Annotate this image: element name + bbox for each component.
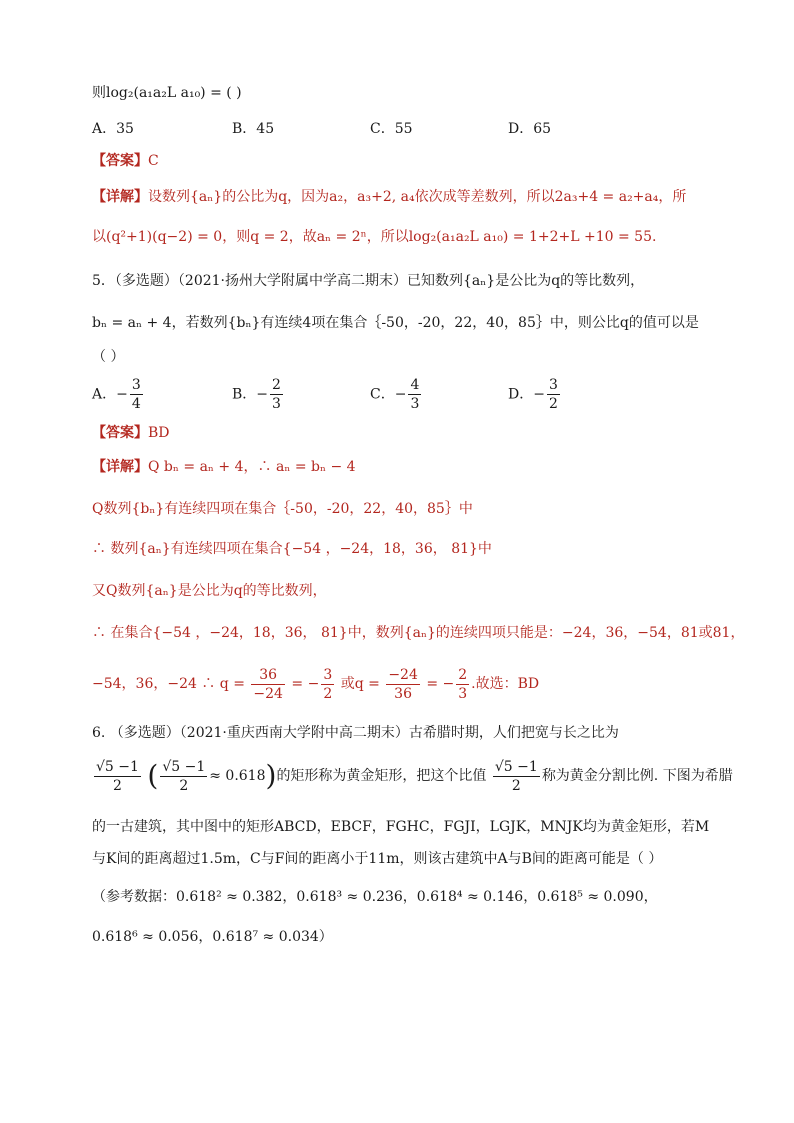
q5-detail-line-1 — [92, 456, 724, 478]
q5-detail-line-2: Q数列{bₙ}有连续四项在集合｛-50，-20，22，40，85｝中 — [92, 501, 473, 517]
numerator: 3 — [548, 377, 558, 393]
q5-detail-line-6 — [92, 664, 724, 704]
denominator: 2 — [179, 777, 189, 794]
text-segment: = − — [291, 676, 320, 692]
q5-detail-line-4: 又Q数列{aₙ}是公比为q的等比数列， — [92, 583, 327, 599]
option-prefix: C．− — [370, 386, 407, 403]
denominator: 2 — [113, 777, 122, 794]
q5-option-b — [232, 376, 285, 413]
detail-tag: 【详解】 — [92, 189, 148, 205]
denominator: 2 — [511, 777, 521, 794]
numerator: 3 — [323, 666, 333, 683]
q5-answer — [92, 422, 724, 444]
fraction — [493, 758, 540, 795]
q6-stem-line-1: 6. （多选题）（2021·重庆西南大学附中高二期末）古希腊时期，人们把宽与长之比为 — [92, 725, 619, 741]
detail-text: Q bₙ = aₙ + 4，∴ aₙ = bₙ − 4 — [148, 459, 356, 475]
detail-text: 设数列{aₙ}的公比为q，因为a₂，a₃+2, a₄依次成等差数列，所以2a₃+4 = a₂+a₄，所 — [148, 189, 687, 205]
q4-detail-line-1 — [92, 186, 724, 208]
q5-stem-line-3: （ ） — [92, 349, 125, 365]
q4-option-a: A．35 — [92, 121, 134, 137]
text-segment: 称为黄金分割比例. 下图为希腊 — [541, 768, 733, 784]
fraction — [130, 376, 143, 413]
fraction — [456, 666, 469, 703]
denominator: −24 — [253, 685, 283, 702]
denominator: 2 — [548, 396, 558, 412]
denominator: 3 — [458, 685, 468, 702]
fraction — [547, 376, 560, 413]
numerator: √5 −1 — [96, 758, 139, 775]
fraction — [386, 666, 420, 703]
q4-option-b: B．45 — [232, 121, 275, 137]
fraction — [408, 376, 421, 413]
q5-stem-line-2: bₙ = aₙ + 4，若数列{bₙ}有连续4项在集合｛-50，-20，22，40，85｝中，则公比q的值可以是 — [92, 315, 699, 331]
q5-options — [92, 376, 732, 420]
fraction — [94, 758, 141, 795]
q4-option-c: C．55 — [370, 121, 413, 137]
q5-detail-line-5: ∴ 在集合{−54 ，−24，18，36， 81}中，数列{aₙ}的连续四项只能是：−24，36，−54，81或81， — [92, 625, 745, 641]
denominator: 36 — [394, 685, 412, 702]
answer-value: BD — [148, 425, 170, 441]
numerator: √5 −1 — [162, 758, 206, 775]
numerator: 2 — [272, 377, 281, 393]
q4-detail-line-2: 以(q²+1)(q−2) = 0，则q = 2，故aₙ = 2ⁿ，所以log₂(a₁a₂L a₁₀) = 1+2+L +10 = 55. — [92, 229, 657, 245]
q4-answer — [92, 150, 724, 172]
q4-option-d: D．65 — [508, 121, 552, 137]
fraction — [321, 666, 334, 703]
q5-detail-line-3: ∴ 数列{aₙ}有连续四项在集合{−54 ，−24，18，36， 81}中 — [92, 541, 492, 557]
q6-stem-line-4: 与K间的距离超过1.5m，C与F间的距离小于11m，则该古建筑中A与B间的距离可能是（ ） — [92, 851, 663, 867]
q4-stem: 则log₂(a₁a₂L a₁₀) = ( ) — [92, 85, 242, 101]
text-segment: 或q = — [340, 676, 380, 692]
denominator: 4 — [131, 396, 141, 412]
numerator: −24 — [388, 666, 418, 683]
numerator: 3 — [131, 377, 141, 393]
numerator: 2 — [458, 666, 468, 683]
q5-option-d — [508, 376, 562, 413]
option-prefix: A．− — [92, 386, 128, 403]
q6-reference-line-2: 0.618⁶ ≈ 0.056，0.618⁷ ≈ 0.034） — [92, 929, 333, 945]
q5-stem-line-1: 5．（多选题）（2021·扬州大学附属中学高二期末）已知数列{aₙ}是公比为q的等比数列， — [92, 273, 645, 289]
q6-reference-line-1: （参考数据：0.618² ≈ 0.382，0.618³ ≈ 0.236，0.618⁴ ≈ 0.146，0.618⁵ ≈ 0.090， — [92, 889, 658, 905]
option-prefix: D．− — [508, 386, 545, 403]
text-segment: 的矩形称为黄金矩形，把这个比值 — [276, 768, 487, 784]
q5-option-a — [92, 376, 145, 413]
q6-stem-line-2 — [92, 754, 733, 798]
answer-value: C — [148, 153, 159, 169]
q6-stem-line-3: 的一古建筑，其中图中的矩形ABCD，EBCF，FGHC，FGJI，LGJK，MNJK均为黄金矩形，若M — [92, 819, 710, 835]
text-segment: .故选：BD — [471, 676, 540, 692]
denominator: 3 — [272, 396, 281, 412]
fraction — [160, 758, 207, 795]
text-segment: −54，36，−24 ∴ q = — [92, 676, 245, 692]
fraction — [270, 376, 283, 413]
detail-tag: 【详解】 — [92, 459, 148, 475]
denominator: 2 — [323, 685, 333, 702]
text-segment: = − — [426, 676, 455, 692]
fraction — [251, 666, 285, 703]
numerator: √5 −1 — [494, 758, 538, 775]
numerator: 4 — [410, 377, 420, 393]
left-paren: ( — [147, 759, 159, 792]
answer-tag: 【答案】 — [92, 425, 148, 441]
option-prefix: B．− — [232, 386, 269, 403]
right-paren: ) — [265, 759, 277, 792]
denominator: 3 — [410, 396, 420, 412]
q5-option-c — [370, 376, 423, 413]
answer-tag: 【答案】 — [92, 153, 148, 169]
numerator: 36 — [251, 666, 285, 685]
approx-value: ≈ 0.618 — [209, 768, 266, 784]
